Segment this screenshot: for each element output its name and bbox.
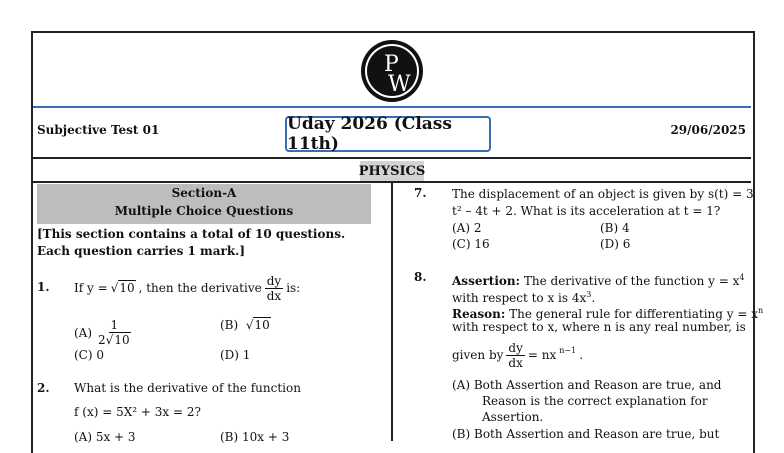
q7-line-2: t² – 4t + 2. What is its acceleration at t = 1? [452, 204, 721, 218]
section-note: [This section contains a total of 10 questions. Each question carries 1 mark.] [37, 227, 346, 258]
q2-stem: What is the derivative of the function [74, 381, 301, 395]
q8-reason-line-2: with respect to x, where n is any real number, is [452, 320, 746, 334]
q8-reason-label: Reason: [452, 307, 506, 321]
q8-assertion-label: Assertion: [452, 274, 521, 288]
q1-fraction [265, 274, 283, 303]
q1-option-a [74, 318, 131, 347]
q2-option-b: (B) 10x + 3 [220, 430, 290, 444]
q7-number: 7. [414, 186, 427, 200]
q8-reason-sup: n [758, 306, 764, 315]
q1-option-a-den: 2√10 [98, 333, 130, 347]
svg-text:W: W [388, 72, 411, 97]
q1-option-a-coef: 2 [98, 333, 106, 347]
q8-given-den: dx [508, 355, 523, 370]
section-header [37, 184, 371, 224]
q7-option-d: (D) 6 [600, 237, 631, 251]
q1-option-b-rad: 10 [254, 318, 270, 332]
q7-option-a: (A) 2 [452, 221, 482, 235]
q2-expression: f (x) = 5X² + 3x = 2? [74, 405, 201, 419]
section-type: Multiple Choice Questions [114, 204, 294, 218]
q2-number: 2. [37, 381, 50, 395]
q8-given-end: . [579, 348, 584, 362]
q8-assertion-l2: with respect to x is 4x [452, 291, 587, 305]
q1-option-d: (D) 1 [220, 348, 251, 362]
q7-option-b: (B) 4 [600, 221, 630, 235]
q8-given-post: = nx [527, 348, 557, 362]
test-name: Subjective Test 01 [37, 123, 160, 137]
q1-option-a-num: 1 [110, 318, 119, 332]
pw-logo [360, 39, 424, 103]
q1-frac-num: dy [266, 273, 282, 288]
q1-pre: If y = [74, 281, 108, 295]
q8-option-a-line-1: (A) Both Assertion and Reason are true, and [452, 378, 722, 392]
q7-line-1: The displacement of an object is given by s(t) = 3 [452, 187, 754, 201]
q1-frac-den: dx [266, 288, 282, 303]
q8-given-frac [506, 341, 524, 370]
q8-option-a-line-2: Reason is the correct explanation for [482, 394, 708, 408]
q8-reason-text: The general rule for differentiating y = x [505, 307, 758, 321]
subject-title: PHYSICS [360, 161, 424, 181]
q1-sqrt: √10 [110, 281, 135, 295]
q1-rad: 10 [119, 281, 135, 295]
q8-number: 8. [414, 270, 427, 284]
q8-assertion-text: The derivative of the function y = x [520, 274, 740, 288]
test-date: 29/06/2025 [670, 123, 746, 137]
q8-option-a-line-3: Assertion. [482, 410, 544, 424]
q8-given-sup: n−1 [559, 346, 577, 355]
q1-option-c: (C) 0 [74, 348, 104, 362]
q8-given-pre: given by [452, 348, 504, 362]
q1-option-b: (B) √10 [220, 318, 270, 332]
q8-given-num: dy [508, 340, 523, 355]
q7-option-c: (C) 16 [452, 237, 490, 251]
q1-stem [74, 270, 300, 306]
column-divider [391, 183, 393, 441]
q8-given-by [452, 338, 583, 372]
q2-option-a: (A) 5x + 3 [74, 430, 136, 444]
q8-assertion-l2-sup: 3 [586, 290, 592, 299]
q1-mid: , then the derivative [138, 281, 262, 295]
q1-option-a-rad: 10 [114, 333, 130, 347]
header-divider-blue [33, 106, 751, 108]
q1-option-a-label: (A) [74, 325, 93, 340]
section-name: Section-A [171, 186, 237, 200]
batch-title: Uday 2026 (Class 11th) [285, 116, 491, 152]
q1-option-a-frac [98, 318, 131, 347]
header-divider [33, 157, 751, 159]
q1-option-b-label: (B) [220, 318, 239, 332]
q1-post: is: [286, 281, 301, 295]
q1-number: 1. [37, 280, 50, 294]
q8-assertion-sup: 4 [739, 273, 745, 282]
svg-text:P: P [384, 52, 399, 77]
q8-option-b-line-1: (B) Both Assertion and Reason are true, but [452, 427, 720, 441]
q8-assertion-l2-end: . [591, 291, 596, 305]
